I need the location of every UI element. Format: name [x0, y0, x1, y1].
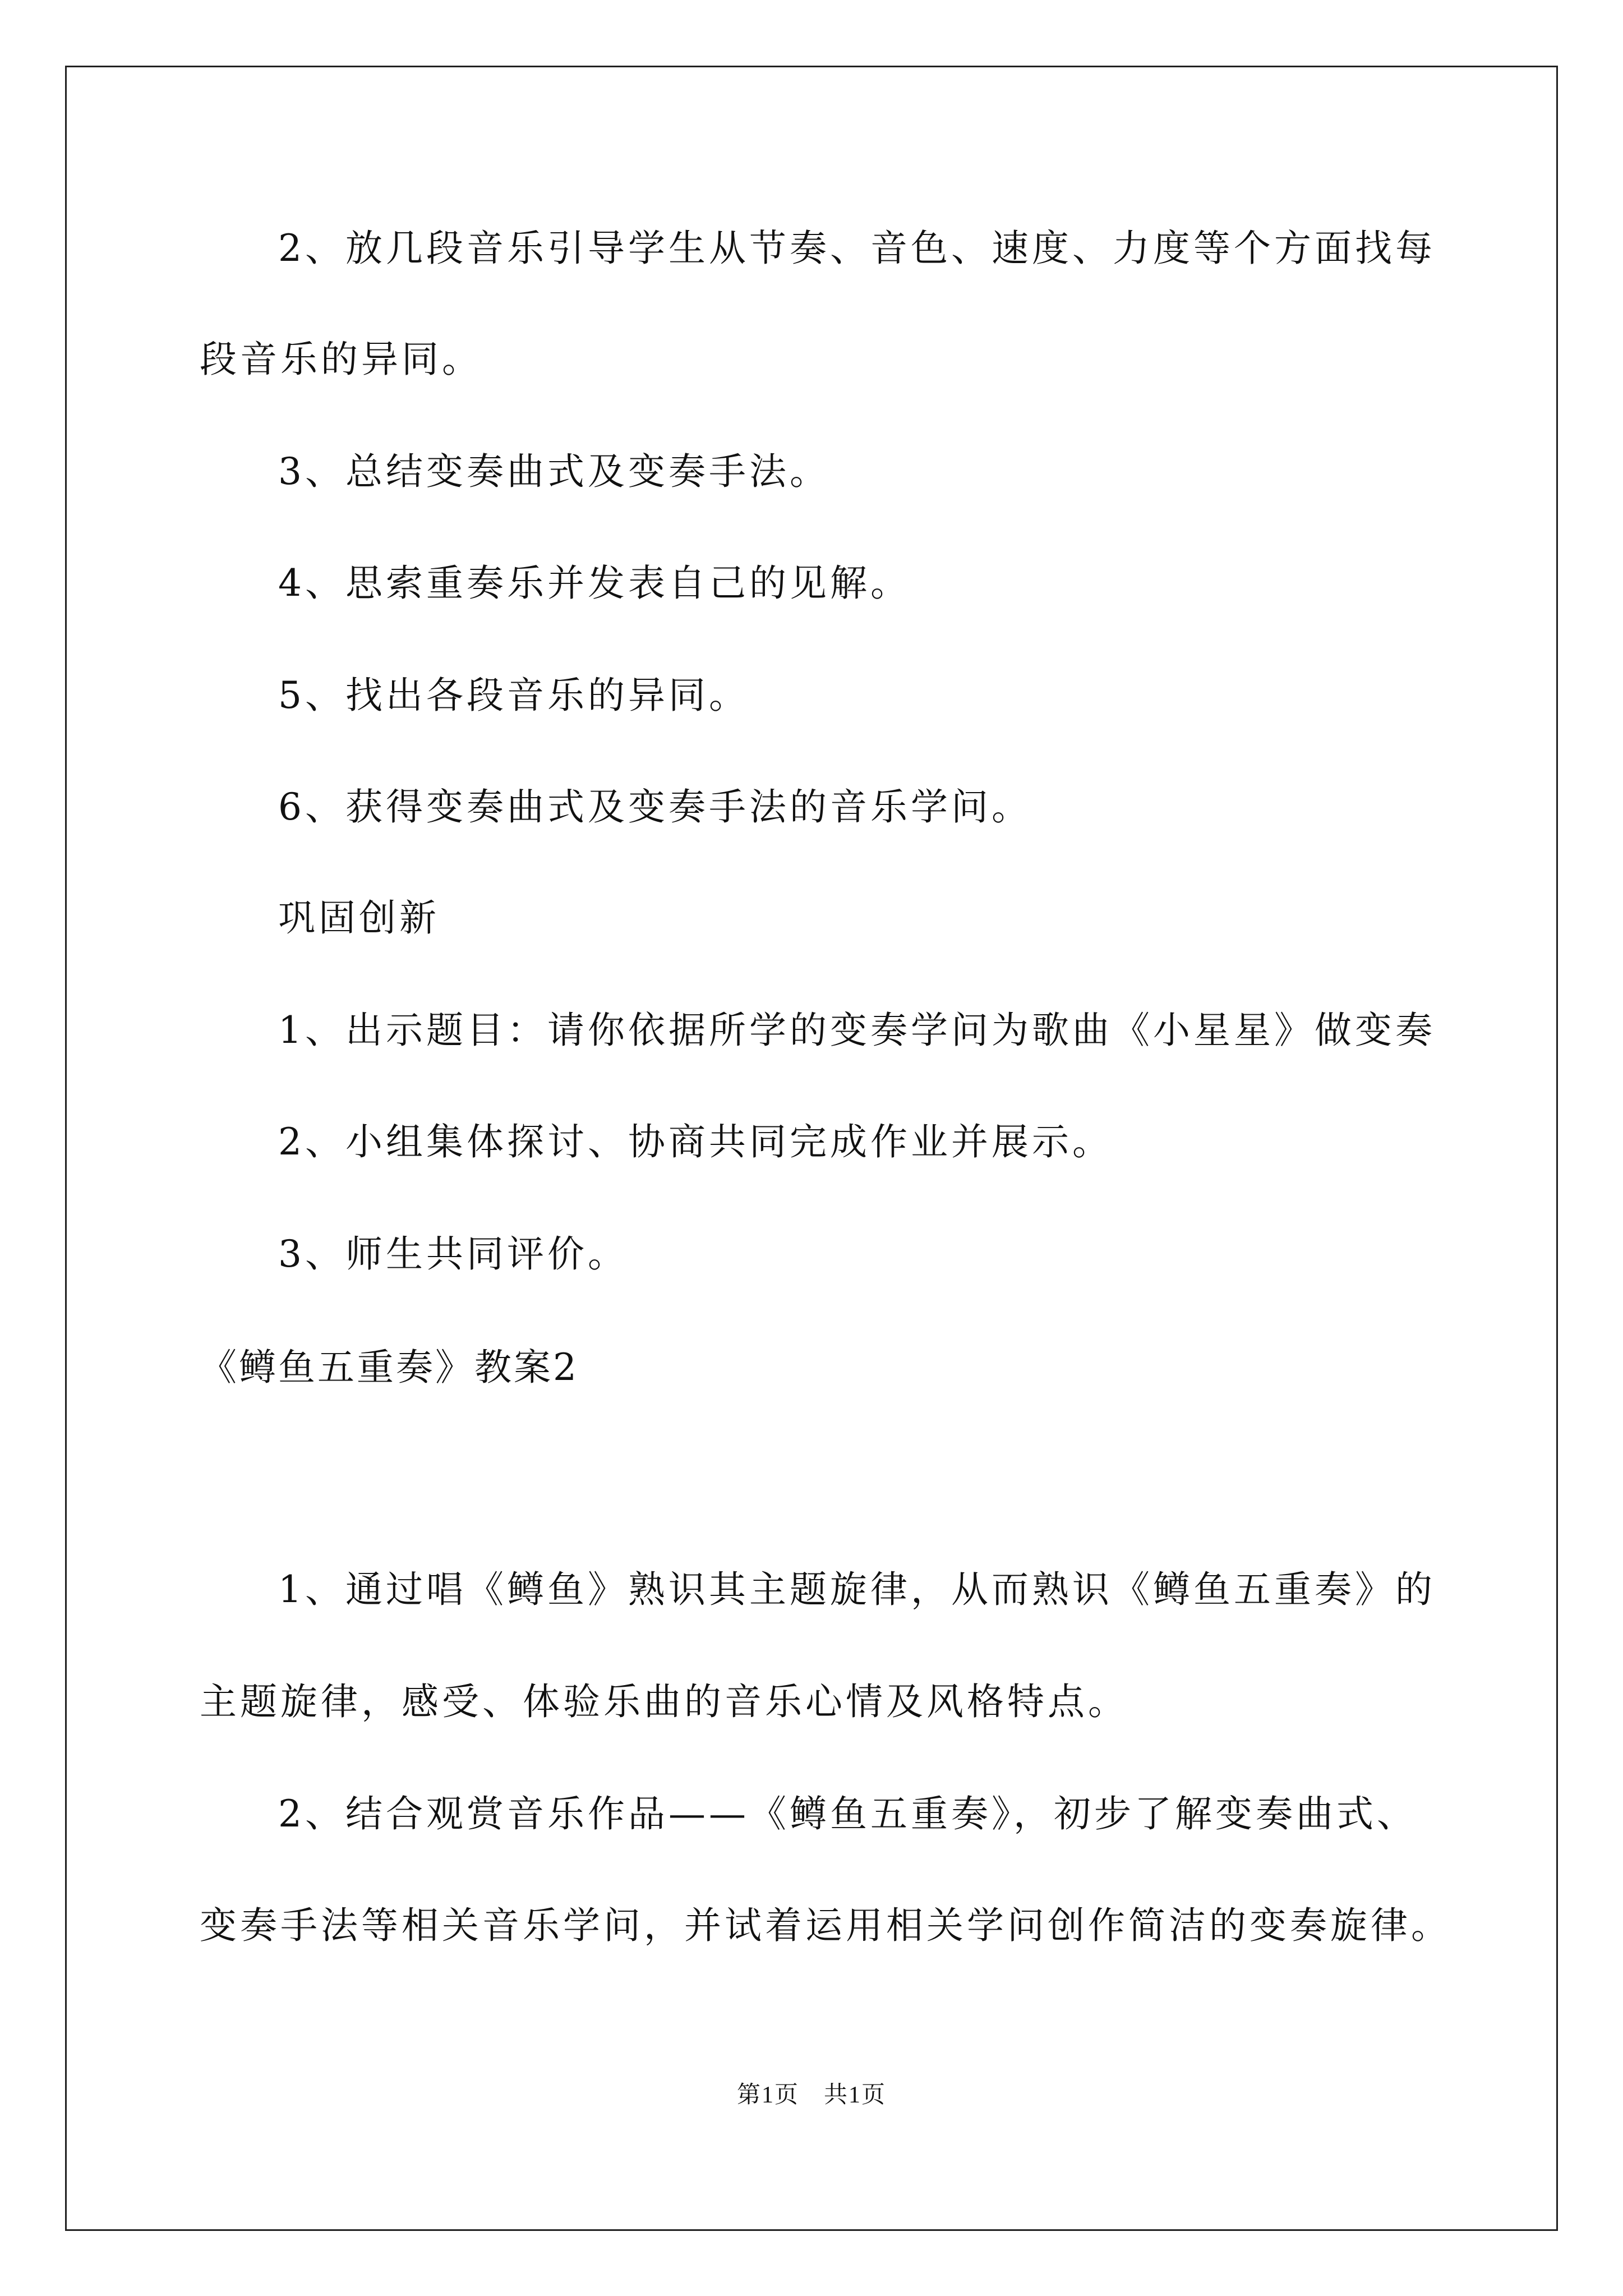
- page-footer: 第1页 共1页: [736, 2082, 886, 2108]
- paragraph-line-14: 2、结合观赏音乐作品——《鳟鱼五重奏》，初步了解变奏曲式、: [278, 1792, 1417, 1835]
- paragraph-line-10: 3、师生共同评价。: [278, 1232, 628, 1276]
- paragraph-line-1: 2、放几段音乐引导学生从节奏、音色、速度、力度等个方面找每: [278, 227, 1436, 270]
- paragraph-line-5: 5、找出各段音乐的异同。: [278, 674, 749, 717]
- paragraph-line-4: 4、思索重奏乐并发表自己的见解。: [278, 562, 911, 605]
- paragraph-line-6: 6、获得变奏曲式及变奏手法的音乐学问。: [278, 785, 1032, 829]
- paragraph-line-2: 段音乐的异同。: [200, 338, 482, 381]
- paragraph-line-12: 1、通过唱《鳟鱼》熟识其主题旋律，从而熟识《鳟鱼五重奏》的: [278, 1568, 1436, 1611]
- section-heading: 巩固创新: [278, 896, 440, 940]
- paragraph-line-15: 变奏手法等相关音乐学问，并试着运用相关学问创作简洁的变奏旋律。: [200, 1904, 1451, 1947]
- document-title: 《鳟鱼五重奏》教案2: [200, 1346, 579, 1389]
- paragraph-line-3: 3、总结变奏曲式及变奏手法。: [278, 450, 830, 493]
- paragraph-line-9: 2、小组集体探讨、协商共同完成作业并展示。: [278, 1120, 1113, 1163]
- paragraph-line-13: 主题旋律，感受、体验乐曲的音乐心情及风格特点。: [200, 1680, 1128, 1723]
- paragraph-line-8: 1、出示题目：请你依据所学的变奏学问为歌曲《小星星》做变奏: [278, 1009, 1436, 1052]
